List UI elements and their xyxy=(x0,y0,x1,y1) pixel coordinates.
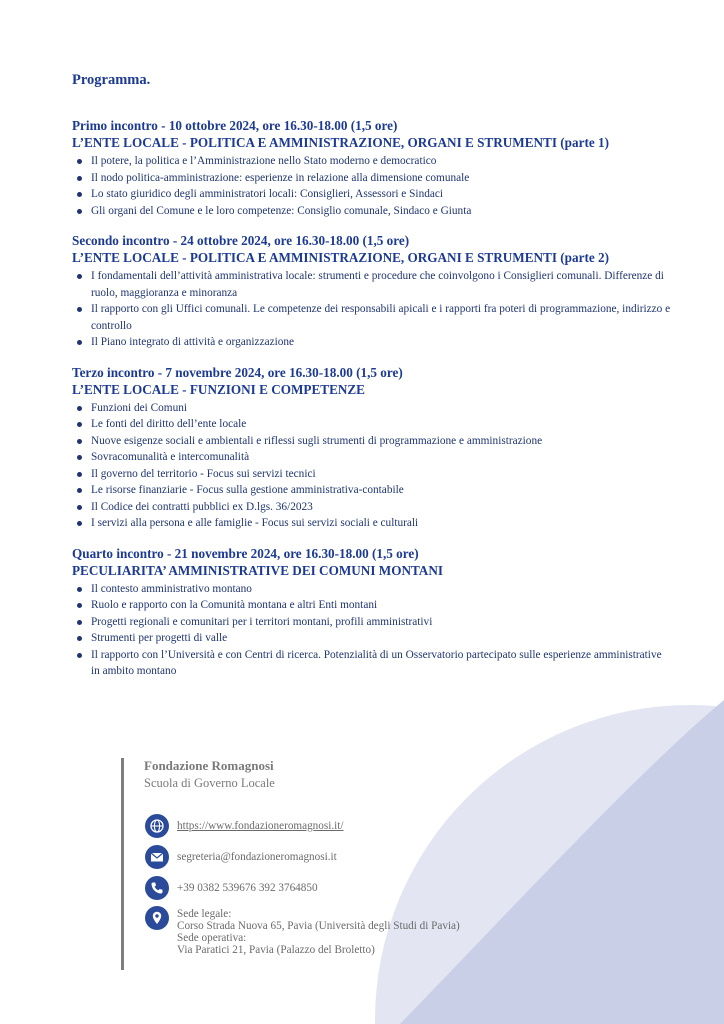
list-item-text: Sovracomunalità e intercomunalità xyxy=(91,451,250,463)
list-item-text: Il contesto amministrativo montano xyxy=(91,582,252,595)
list-item xyxy=(72,466,672,483)
list-item-text: Lo stato giuridico degli amministratori locali: Consiglieri, Assessori e Sindaci xyxy=(91,188,444,200)
list-item xyxy=(72,581,672,598)
bullet-icon xyxy=(77,159,82,164)
bullet-icon xyxy=(77,422,82,427)
session-item-list xyxy=(72,153,672,219)
list-item-text: Il Codice dei contratti pubblici ex D.lgs. 36/2023 xyxy=(91,500,313,513)
bullet-icon xyxy=(77,176,82,181)
list-item-text: Nuove esigenze sociali e ambientali e riflessi sugli strumenti di programmazione e amministrazione xyxy=(91,434,543,447)
bullet-icon xyxy=(77,274,82,279)
list-item-text: Gli organi del Comune e le loro competenze: Consiglio comunale, Sindaco e Giunta xyxy=(91,204,472,217)
bullet-icon xyxy=(77,587,82,592)
session-4 xyxy=(72,545,672,680)
list-item xyxy=(72,499,672,516)
list-item xyxy=(72,614,672,631)
contact-footer xyxy=(121,756,541,971)
list-item xyxy=(72,400,672,417)
list-item-text: Il nodo politica-amministrazione: esperienze in relazione alla dimensione comunale xyxy=(91,171,470,184)
mail-icon xyxy=(145,845,169,869)
session-heading: Secondo incontro - 24 ottobre 2024, ore 16.30-18.00 (1,5 ore) xyxy=(72,233,410,248)
bullet-icon xyxy=(77,455,82,460)
list-item xyxy=(72,515,672,532)
address-legal: Corso Strada Nuova 65, Pavia (Università degli Studi di Pavia) xyxy=(177,920,460,932)
bullet-icon xyxy=(77,636,82,641)
list-item-text: I servizi alla persona e alle famiglie - Focus sui servizi sociali e culturali xyxy=(91,517,419,529)
list-item xyxy=(72,482,672,499)
bullet-icon xyxy=(77,340,82,345)
email-link[interactable]: segreteria@fondazioneromagnosi.it xyxy=(177,851,337,863)
org-subtitle: Scuola di Governo Locale xyxy=(144,776,275,790)
list-item xyxy=(72,203,672,220)
list-item-text: Il Piano integrato di attività e organizzazione xyxy=(91,336,295,348)
list-item xyxy=(72,630,672,647)
phone-numbers: +39 0382 539676 392 3764850 xyxy=(177,882,318,894)
session-item-list xyxy=(72,581,672,680)
list-item xyxy=(72,647,672,680)
session-1 xyxy=(72,117,672,219)
session-subheading: L’ENTE LOCALE - POLITICA E AMMINISTRAZIONE, ORGANI E STRUMENTI (parte 2) xyxy=(72,250,609,265)
session-item-list xyxy=(72,400,672,532)
list-item-text: Il rapporto con gli Uffici comunali. Le competenze dei responsabili apicali e i rapporti fra poteri di programmazione, indirizzo e controllo xyxy=(91,303,671,332)
bullet-icon xyxy=(77,521,82,526)
list-item-text: Strumenti per progetti di valle xyxy=(91,632,228,644)
list-item-text: Funzioni dei Comuni xyxy=(91,401,188,414)
bullet-icon xyxy=(77,620,82,625)
list-item xyxy=(72,449,672,466)
list-item xyxy=(72,170,672,187)
list-item-text: Il governo del territorio - Focus sui servizi tecnici xyxy=(91,467,316,480)
session-3 xyxy=(72,364,672,532)
list-item-text: Il rapporto con l’Università e con Centri di ricerca. Potenzialità di un Osservatorio partecipato sulle esperienze amministrative in ambito montano xyxy=(91,648,662,677)
list-item xyxy=(72,416,672,433)
list-item-text: I fondamentali dell’attività amministrativa locale: strumenti e procedure che coinvolgono i Consiglieri comunali. Differenze di ruolo, maggioranza e minoranza xyxy=(91,270,664,299)
list-item xyxy=(72,153,672,170)
list-item-text: Il potere, la politica e l’Amministrazione nello Stato moderno e democratico xyxy=(91,155,437,167)
address-operational: Via Paratici 21, Pavia (Palazzo del Broletto) xyxy=(177,944,375,956)
bullet-icon xyxy=(77,603,82,608)
list-item xyxy=(72,301,672,334)
session-heading: Quarto incontro - 21 novembre 2024, ore 16.30-18.00 (1,5 ore) xyxy=(72,545,419,561)
org-name: Fondazione Romagnosi xyxy=(144,758,274,773)
program-section xyxy=(72,72,672,693)
address-label-operational: Sede operativa: xyxy=(177,932,247,944)
phone-icon xyxy=(145,876,169,900)
program-title: Programma. xyxy=(72,72,151,88)
list-item xyxy=(72,597,672,614)
list-item-text: Ruolo e rapporto con la Comunità montana e altri Enti montani xyxy=(91,599,378,611)
session-item-list xyxy=(72,268,672,351)
session-subheading: L’ENTE LOCALE - POLITICA E AMMINISTRAZIONE, ORGANI E STRUMENTI (parte 1) xyxy=(72,135,609,150)
website-link[interactable]: https://www.fondazioneromagnosi.it/ xyxy=(177,820,344,832)
bullet-icon xyxy=(77,439,82,444)
list-item xyxy=(72,268,672,301)
bullet-icon xyxy=(77,653,82,658)
list-item xyxy=(72,334,672,351)
list-item-text: Le risorse finanziarie - Focus sulla gestione amministrativa-contabile xyxy=(91,484,404,496)
globe-icon xyxy=(145,814,169,838)
session-2 xyxy=(72,232,672,351)
list-item xyxy=(72,433,672,450)
bullet-icon xyxy=(77,472,82,477)
footer-divider xyxy=(121,758,124,970)
bullet-icon xyxy=(77,488,82,493)
list-item-text: Le fonti del diritto dell’ente locale xyxy=(91,418,247,430)
session-heading: Primo incontro - 10 ottobre 2024, ore 16.30-18.00 (1,5 ore) xyxy=(72,118,398,133)
bullet-icon xyxy=(77,192,82,197)
session-subheading: L’ENTE LOCALE - FUNZIONI E COMPETENZE xyxy=(72,381,365,397)
bullet-icon xyxy=(77,505,82,510)
bullet-icon xyxy=(77,307,82,312)
address-label-legal: Sede legale: xyxy=(177,908,232,920)
list-item-text: Progetti regionali e comunitari per i territori montani, profili amministrativi xyxy=(91,615,433,628)
list-item xyxy=(72,186,672,203)
bullet-icon xyxy=(77,406,82,411)
session-heading: Terzo incontro - 7 novembre 2024, ore 16.30-18.00 (1,5 ore) xyxy=(72,364,403,380)
bullet-icon xyxy=(77,209,82,214)
session-subheading: PECULIARITA’ AMMINISTRATIVE DEI COMUNI MONTANI xyxy=(72,562,443,578)
location-pin-icon xyxy=(145,906,169,930)
